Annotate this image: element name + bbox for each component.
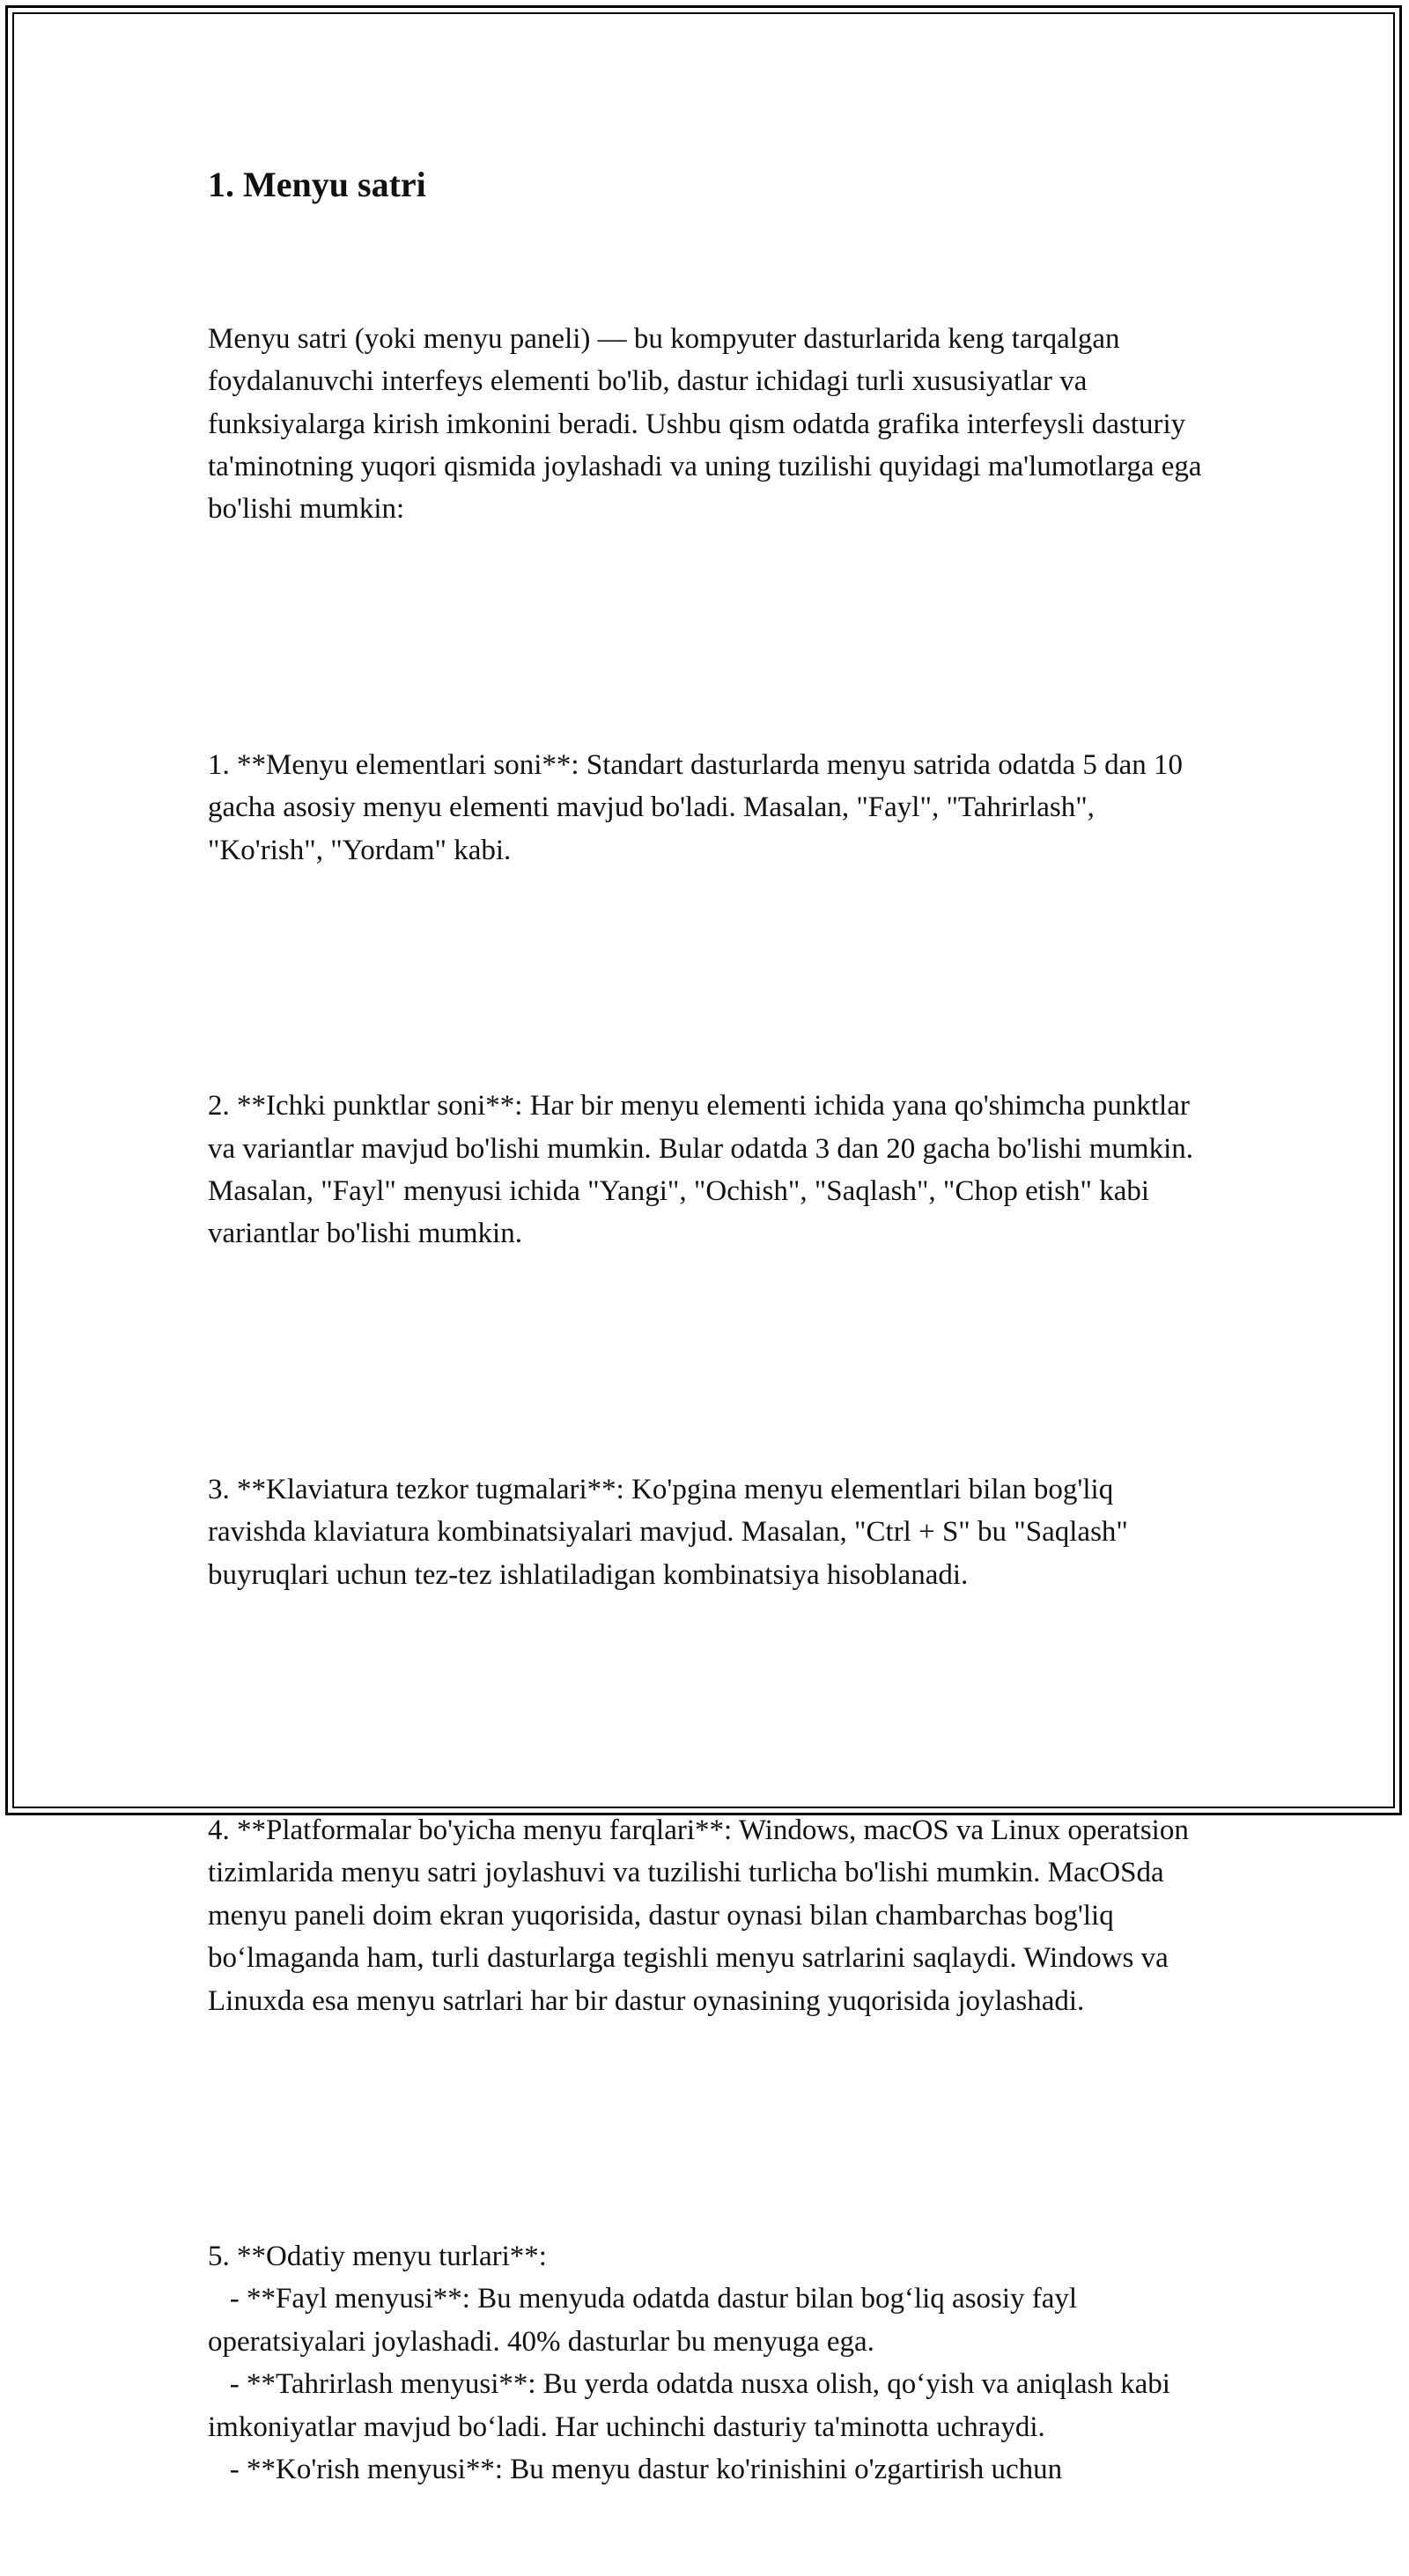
list-item-3: 3. **Klaviatura tezkor tugmalari**: Ko'pgina menyu elementlari bilan bog'liq ravishda klaviatura kombinatsiyalari mavjud. Masalan, "Ctrl + S" bu "Saqlash" buyruqlari uchun tez-tez ishlatiladigan kombinatsiya hisoblanadi.	[208, 1473, 1136, 1591]
intro-paragraph: Menyu satri (yoki menyu paneli) — bu kompyuter dasturlarida keng tarqalgan foydalanuvchi interfeys elementi bo'lib, dastur ichidagi turli xususiyatlar va funksiyalarga kirish imkonini beradi. Ushbu qism odatda grafika interfeysli dasturiy ta'minotning yuqori qismida joylashadi va uning tuzilishi quyidagi ma'lumotlarga ega bo'lishi mumkin:	[208, 322, 1209, 526]
list-item-5: 5. **Odatiy menyu turlari**: - **Fayl menyusi**: Bu menyuda odatda dastur bilan bog‘liq asosiy fayl operatsiyalari joylashadi. 40% dasturlar bu menyuga ega. - **Tahrirlash menyusi**: Bu yerda odatda nusxa olish, qo‘yish va aniqlash kabi imkoniyatlar mavjud bo‘ladi. Har uchinchi dasturiy ta'minotta uchraydi. - **Ko'rish menyusi**: Bu menyu dastur ko'rinishini o'zgartirish uchun	[208, 2241, 1170, 2486]
list-item-2: 2. **Ichki punktlar soni**: Har bir menyu elementi ichida yana qo'shimcha punktlar va variantlar mavjud bo'lishi mumkin. Bular odatda 3 dan 20 gacha bo'lishi mumkin. Masalan, "Fayl" menyusi ichida "Yangi", "Ochish", "Saqlash", "Chop etish" kabi variantlar bo'lishi mumkin.	[208, 1090, 1201, 1250]
list-item-1: 1. **Menyu elementlari soni**: Standart dasturlarda menyu satrida odatda 5 dan 10 gacha asosiy menyu elementi mavjud bo'ladi. Masalan, "Fayl", "Tahrirlash", "Ko'rish", "Yordam" kabi.	[208, 748, 1191, 866]
list-item-4: 4. **Platformalar bo'yicha menyu farqlari**: Windows, macOS va Linux operatsion tizimlarida menyu satri joylashuvi va tuzilishi turlicha bo'lishi mumkin. MacOSda menyu paneli doim ekran yuqorisida, dastur oynasi bilan chambarchas bog'liq bo‘lmaganda ham, turli dasturlarga tegishli menyu satrlarini saqlaydi. Windows va Linuxda esa menyu satrlari har bir dastur oynasining yuqorisida joylashadi.	[208, 1814, 1197, 2017]
paragraph-gap	[208, 2108, 1212, 2150]
document-body	[208, 232, 1212, 2576]
document-title: 1. Menyu satri	[208, 165, 426, 204]
document-content	[208, 164, 1212, 2576]
paragraph-gap	[208, 1682, 1212, 1724]
paragraph-gap	[208, 616, 1212, 659]
paragraph-gap	[208, 1341, 1212, 1383]
paragraph-gap	[208, 957, 1212, 999]
